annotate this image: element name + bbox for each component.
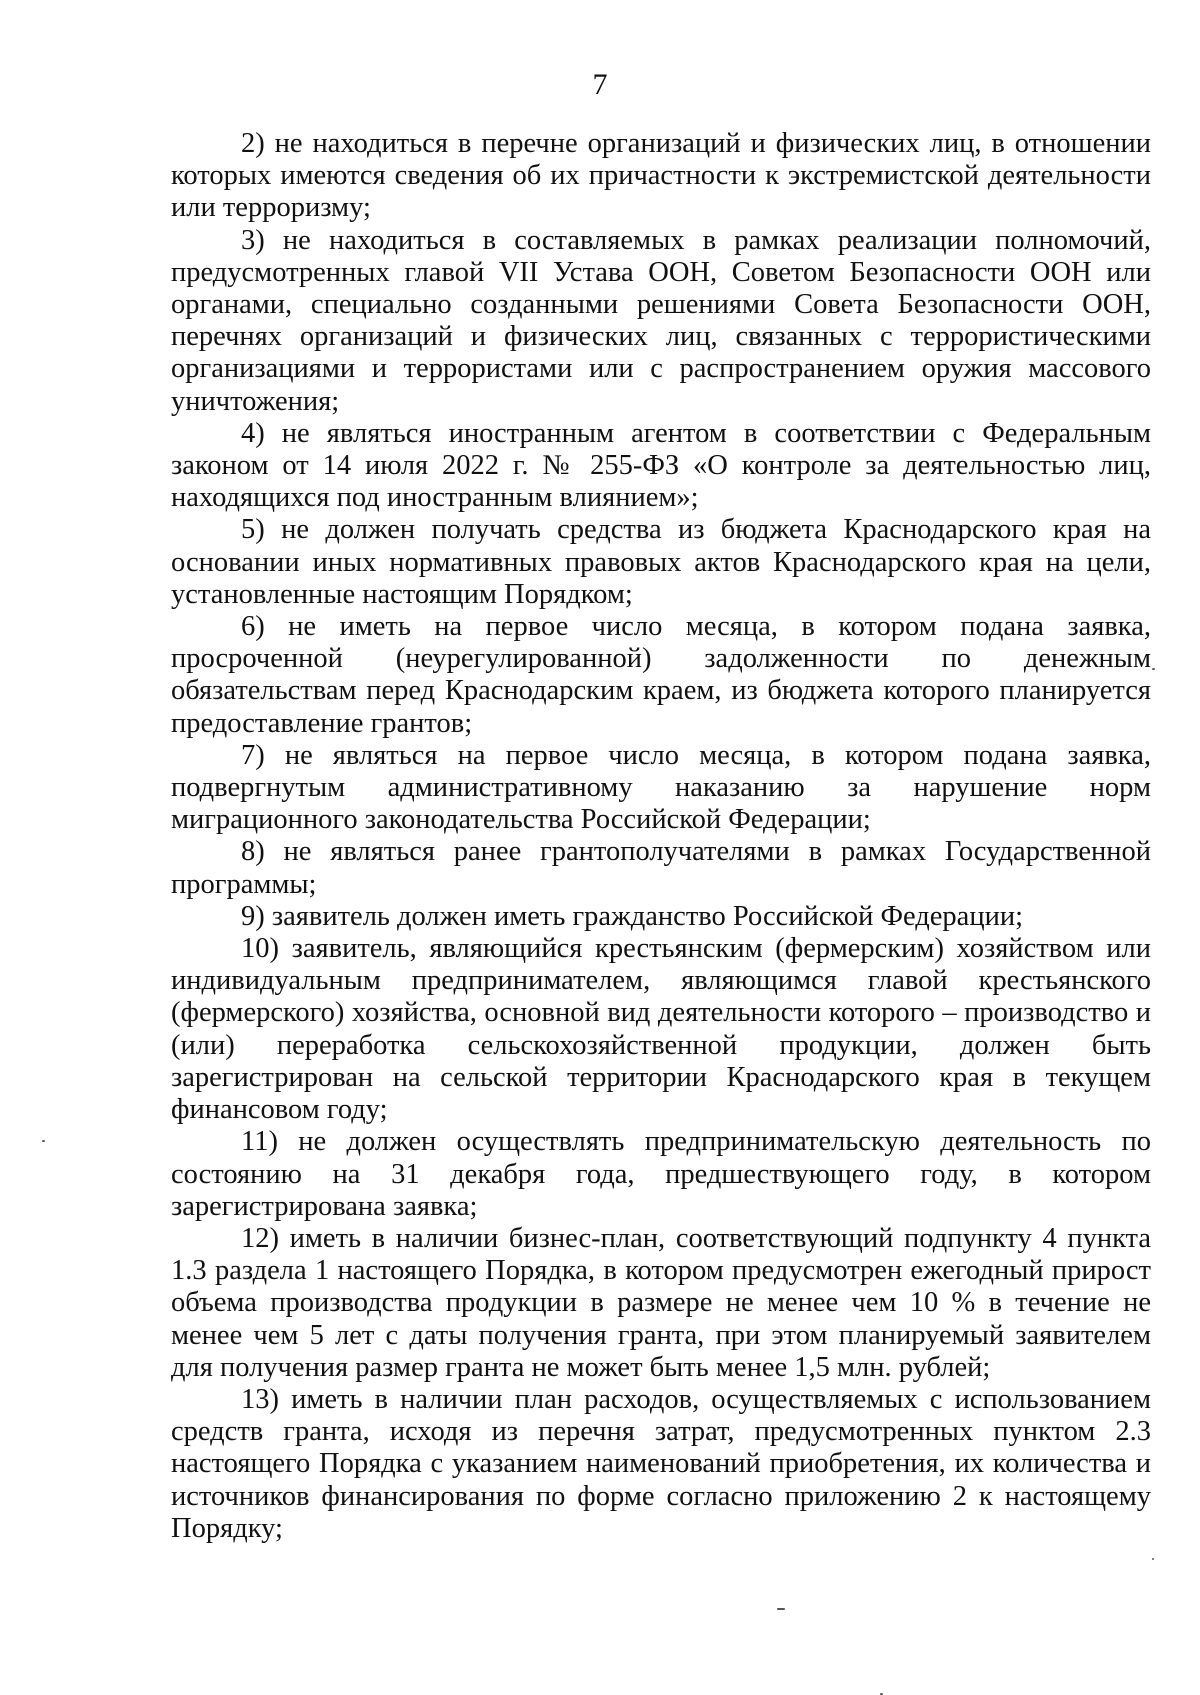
- list-item: 11) не должен осуществлять предпринимательскую деятельность по состоянию на 31 декабря года, предшествующего году, в котором зарегистрирована заявка;: [171, 1126, 1151, 1222]
- list-item: 10) заявитель, являющийся крестьянским (фермерским) хозяйством или индивидуальным предпринимателем, являющимся главой крестьянского (фермерского) хозяйства, основной вид деятельности которого – производство и (или) переработка сельскохозяйственной продукции, должен быть зарегистрирован на сельской территории Краснодарского края в текущем финансовом году;: [171, 933, 1151, 1126]
- list-item: 6) не иметь на первое число месяца, в котором подана заявка, просроченной (неурегулированной) задолженности по денежным обязательствам перед Краснодарским краем, из бюджета которого планируется предоставление грантов;: [171, 611, 1151, 739]
- list-item: 2) не находиться в перечне организаций и физических лиц, в отношении которых имеются сведения об их причастности к экстремистской деятельности или терроризму;: [171, 128, 1151, 224]
- list-item: 13) иметь в наличии план расходов, осуществляемых с использованием средств гранта, исходя из перечня затрат, предусмотренных пунктом 2.3 настоящего Порядка с указанием наименований приобретения, их количества и источников финансирования по форме согласно приложению 2 к настоящему Порядку;: [171, 1383, 1151, 1544]
- scan-speck: [777, 1608, 785, 1610]
- scan-speck: [1152, 1558, 1154, 1560]
- list-item: 5) не должен получать средства из бюджета Краснодарского края на основании иных нормативных правовых актов Краснодарского края на цели, установленные настоящим Порядком;: [171, 514, 1151, 610]
- list-item: 4) не являться иностранным агентом в соответствии с Федеральным законом от 14 июля 2022 г. № 255-ФЗ «О контроле за деятельностью лиц, находящихся под иностранным влиянием»;: [171, 417, 1151, 514]
- list-item: 8) не являться ранее грантополучателями в рамках Государственной программы;: [171, 836, 1151, 900]
- scan-speck: [42, 1140, 45, 1142]
- document-body: [171, 128, 1151, 1545]
- page-number: 7: [592, 68, 608, 101]
- list-item: 3) не находиться в составляемых в рамках реализации полномочий, предусмотренных главой VII Устава ООН, Советом Безопасности ООН или органами, специально созданными решениями Совета Безопасности ООН, перечнях организаций и физических лиц, связанных с террористическими организациями и террористами или с распространением оружия массового уничтожения;: [171, 224, 1151, 417]
- list-item: 7) не являться на первое число месяца, в котором подана заявка, подвергнутым административному наказанию за нарушение норм миграционного законодательства Российской Федерации;: [171, 739, 1151, 836]
- list-item: 12) иметь в наличии бизнес-план, соответствующий подпункту 4 пункта 1.3 раздела 1 настоящего Порядка, в котором предусмотрен ежегодный прирост объема производства продукции в размере не менее чем 10 % в течение не менее чем 5 лет с даты получения гранта, при этом планируемый заявителем для получения размер гранта не может быть менее 1,5 млн. рублей;: [171, 1222, 1151, 1383]
- list-item: 9) заявитель должен иметь гражданство Российской Федерации;: [241, 900, 1024, 932]
- scan-speck: [1152, 668, 1155, 670]
